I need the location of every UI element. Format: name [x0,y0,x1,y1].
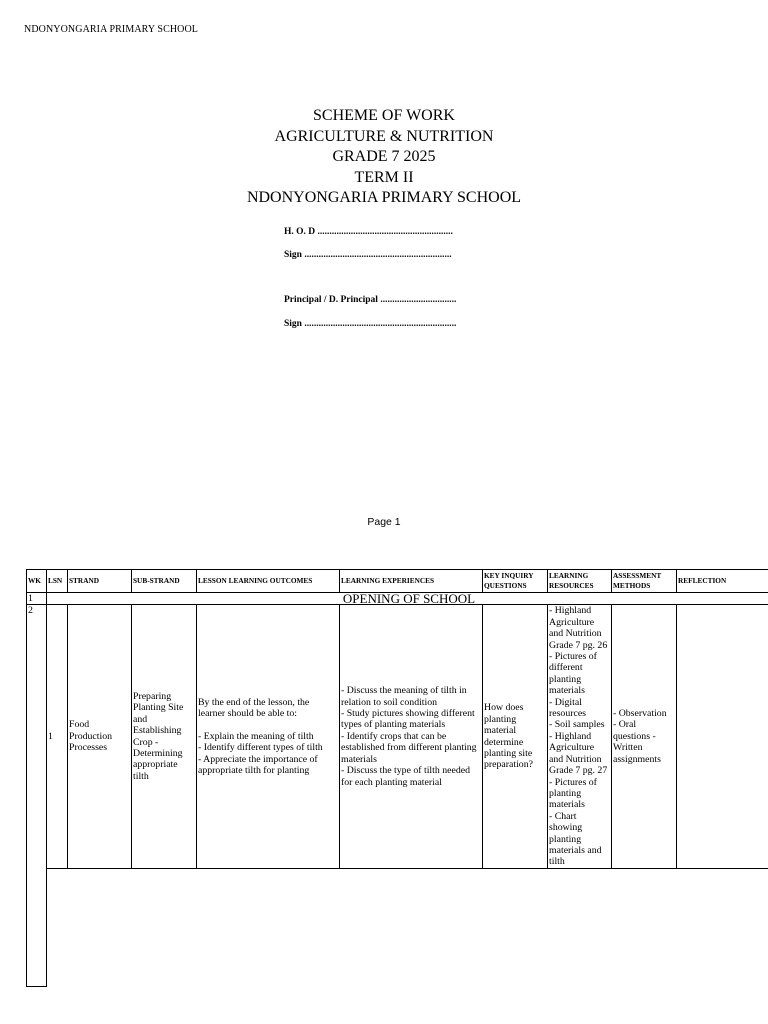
title-line-school: NDONYONGARIA PRIMARY SCHOOL [246,189,522,206]
sub-strand-cell: Preparing Planting Site and Establishing Crop - Determining appropriate tilth [132,605,197,868]
reflection-cell [677,605,768,868]
table-row [27,868,768,987]
outcomes-cell: By the end of the lesson, the learner should be able to: - Explain the meaning of tilth - Identify different types of tilth - Appreciate the importance of appropriate tilth for planting [197,605,340,868]
week-cell: 2 [27,605,47,987]
empty-continuation-cell [47,868,768,987]
strand-cell: Food Production Processes [68,605,132,868]
principal-line: Principal / D. Principal ................................ [284,295,457,305]
lesson-cell: 1 [47,605,68,868]
title-line-subject: AGRICULTURE & NUTRITION [274,127,494,145]
header-sub-strand: SUB-STRAND [132,570,197,593]
header-reflection: REFLECTION [677,570,768,593]
table-header-row [27,570,768,593]
hod-sign-line: Sign .............................................................. [284,250,452,260]
header-resources: LEARNING RESOURCES [548,570,612,593]
header-assessment: ASSESSMENT METHODS [612,570,677,593]
title-line-grade: GRADE 7 2025 [332,148,436,165]
table-row [27,605,768,868]
school-name-header: NDONYONGARIA PRIMARY SCHOOL [24,24,199,35]
header-wk: WK [27,570,47,593]
opening-of-school-cell: OPENING OF SCHOOL [47,593,768,605]
document-title [0,106,768,209]
assessment-cell: - Observation - Oral questions - Written assignments [612,605,677,868]
principal-sign-line: Sign ................................................................ [284,319,457,329]
resources-cell: - Highland Agriculture and Nutrition Grade 7 pg. 26 - Pictures of different planting materials - Digital resources - Soil samples - Highland Agriculture and Nutrition Grade 7 pg. 27 - Pictures of planting materials - Chart showing planting materials and tilth [548,605,612,868]
title-line-term: TERM II [354,168,414,186]
header-lsn: LSN [47,570,68,593]
table-row [27,593,768,605]
page-number: Page 1 [367,516,401,528]
header-outcomes: LESSON LEARNING OUTCOMES [197,570,340,593]
header-strand: STRAND [68,570,132,593]
scheme-table [26,569,768,987]
inquiry-cell: How does planting material determine planting site preparation? [483,605,548,868]
title-line-scheme: SCHEME OF WORK [313,107,455,124]
hod-line: H. O. D ......................................................... [284,227,453,237]
header-inquiry: KEY INQUIRY QUESTIONS [483,570,548,593]
header-experiences: LEARNING EXPERIENCES [340,570,483,593]
experiences-cell: - Discuss the meaning of tilth in relation to soil condition - Study pictures showing different types of planting materials - Identify crops that can be established from different planting materials - Discuss the type of tilth needed for each planting material [340,605,483,868]
week-cell: 1 [27,593,47,605]
